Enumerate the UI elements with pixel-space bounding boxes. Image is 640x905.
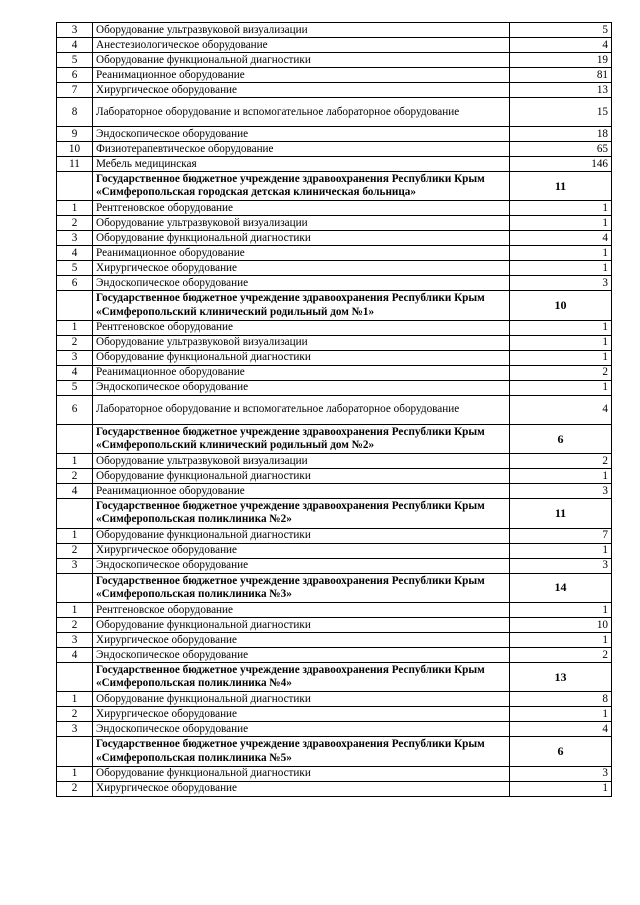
- equipment-quantity: 1: [510, 707, 612, 722]
- equipment-row: [57, 603, 612, 618]
- equipment-row: [57, 365, 612, 380]
- equipment-type: Оборудование функциональной диагностики: [93, 766, 510, 781]
- equipment-row: [57, 722, 612, 737]
- equipment-row: [57, 558, 612, 573]
- equipment-type: Оборудование ультразвуковой визуализации: [93, 335, 510, 350]
- institution-name: Государственное бюджетное учреждение здравоохранения Республики Крым «Симферопольский клинический родильный дом №1»: [93, 291, 510, 320]
- equipment-quantity: 10: [510, 618, 612, 633]
- equipment-quantity: 1: [510, 320, 612, 335]
- equipment-type: Оборудование функциональной диагностики: [93, 528, 510, 543]
- equipment-quantity: 81: [510, 68, 612, 83]
- equipment-quantity: 18: [510, 127, 612, 142]
- equipment-quantity: 15: [510, 98, 612, 127]
- equipment-type: Хирургическое оборудование: [93, 633, 510, 648]
- equipment-type: Оборудование функциональной диагностики: [93, 618, 510, 633]
- equipment-quantity: 7: [510, 528, 612, 543]
- row-number: 2: [57, 618, 93, 633]
- row-number: [57, 663, 93, 692]
- row-number: 6: [57, 395, 93, 424]
- equipment-row: [57, 692, 612, 707]
- row-number: 9: [57, 127, 93, 142]
- equipment-quantity: 1: [510, 246, 612, 261]
- equipment-row: [57, 83, 612, 98]
- row-number: 3: [57, 231, 93, 246]
- equipment-row: [57, 528, 612, 543]
- row-number: 2: [57, 781, 93, 796]
- institution-total: 11: [510, 499, 612, 528]
- equipment-quantity: 1: [510, 216, 612, 231]
- equipment-row: [57, 231, 612, 246]
- row-number: 1: [57, 692, 93, 707]
- row-number: 3: [57, 722, 93, 737]
- equipment-type: Оборудование функциональной диагностики: [93, 692, 510, 707]
- row-number: 6: [57, 68, 93, 83]
- row-number: 1: [57, 201, 93, 216]
- row-number: 2: [57, 707, 93, 722]
- equipment-row: [57, 38, 612, 53]
- equipment-row: [57, 68, 612, 83]
- equipment-row: [57, 707, 612, 722]
- equipment-quantity: 1: [510, 335, 612, 350]
- row-number: 4: [57, 648, 93, 663]
- institution-total: 14: [510, 573, 612, 602]
- equipment-quantity: 1: [510, 469, 612, 484]
- equipment-quantity: 3: [510, 766, 612, 781]
- institution-row: [57, 424, 612, 453]
- row-number: 2: [57, 469, 93, 484]
- row-number: 1: [57, 603, 93, 618]
- row-number: 7: [57, 83, 93, 98]
- row-number: 2: [57, 335, 93, 350]
- equipment-row: [57, 320, 612, 335]
- institution-row: [57, 663, 612, 692]
- equipment-quantity: 1: [510, 633, 612, 648]
- institution-total: 6: [510, 737, 612, 766]
- institution-name: Государственное бюджетное учреждение здравоохранения Республики Крым «Симферопольский клинический родильный дом №2»: [93, 424, 510, 453]
- equipment-type: Хирургическое оборудование: [93, 781, 510, 796]
- equipment-row: [57, 395, 612, 424]
- equipment-type: Хирургическое оборудование: [93, 83, 510, 98]
- equipment-row: [57, 201, 612, 216]
- row-number: 2: [57, 543, 93, 558]
- equipment-type: Эндоскопическое оборудование: [93, 380, 510, 395]
- institution-total: 13: [510, 663, 612, 692]
- equipment-type: Оборудование ультразвуковой визуализации: [93, 23, 510, 38]
- institution-name: Государственное бюджетное учреждение здравоохранения Республики Крым «Симферопольская поликлиника №2»: [93, 499, 510, 528]
- equipment-quantity: 3: [510, 558, 612, 573]
- equipment-row: [57, 127, 612, 142]
- row-number: 4: [57, 38, 93, 53]
- equipment-type: Оборудование ультразвуковой визуализации: [93, 216, 510, 231]
- equipment-quantity: 1: [510, 603, 612, 618]
- row-number: [57, 424, 93, 453]
- equipment-quantity: 2: [510, 454, 612, 469]
- row-number: 3: [57, 350, 93, 365]
- equipment-table-body: [57, 23, 612, 797]
- row-number: 11: [57, 157, 93, 172]
- institution-total: 10: [510, 291, 612, 320]
- equipment-table: [56, 22, 612, 797]
- row-number: [57, 499, 93, 528]
- equipment-quantity: 4: [510, 395, 612, 424]
- row-number: [57, 291, 93, 320]
- row-number: 6: [57, 276, 93, 291]
- row-number: [57, 737, 93, 766]
- equipment-row: [57, 350, 612, 365]
- equipment-type: Эндоскопическое оборудование: [93, 127, 510, 142]
- equipment-row: [57, 335, 612, 350]
- equipment-type: Рентгеновское оборудование: [93, 201, 510, 216]
- institution-name: Государственное бюджетное учреждение здравоохранения Республики Крым «Симферопольская городская детская клиническая больница»: [93, 172, 510, 201]
- equipment-type: Рентгеновское оборудование: [93, 320, 510, 335]
- institution-total: 6: [510, 424, 612, 453]
- institution-name: Государственное бюджетное учреждение здравоохранения Республики Крым «Симферопольская поликлиника №4»: [93, 663, 510, 692]
- row-number: 3: [57, 633, 93, 648]
- equipment-type: Эндоскопическое оборудование: [93, 558, 510, 573]
- equipment-type: Физиотерапевтическое оборудование: [93, 142, 510, 157]
- equipment-quantity: 4: [510, 722, 612, 737]
- equipment-row: [57, 53, 612, 68]
- equipment-type: Рентгеновское оборудование: [93, 603, 510, 618]
- equipment-quantity: 146: [510, 157, 612, 172]
- equipment-type: Хирургическое оборудование: [93, 261, 510, 276]
- equipment-row: [57, 766, 612, 781]
- equipment-quantity: 5: [510, 23, 612, 38]
- equipment-quantity: 13: [510, 83, 612, 98]
- institution-row: [57, 291, 612, 320]
- equipment-quantity: 1: [510, 781, 612, 796]
- row-number: 10: [57, 142, 93, 157]
- equipment-row: [57, 454, 612, 469]
- equipment-quantity: 3: [510, 484, 612, 499]
- equipment-row: [57, 380, 612, 395]
- row-number: 1: [57, 766, 93, 781]
- equipment-quantity: 8: [510, 692, 612, 707]
- row-number: [57, 573, 93, 602]
- row-number: 3: [57, 558, 93, 573]
- row-number: 4: [57, 246, 93, 261]
- equipment-row: [57, 781, 612, 796]
- institution-row: [57, 172, 612, 201]
- row-number: 1: [57, 528, 93, 543]
- equipment-row: [57, 98, 612, 127]
- equipment-row: [57, 543, 612, 558]
- equipment-type: Анестезиологическое оборудование: [93, 38, 510, 53]
- institution-row: [57, 737, 612, 766]
- equipment-row: [57, 648, 612, 663]
- equipment-type: Реанимационное оборудование: [93, 484, 510, 499]
- row-number: 5: [57, 261, 93, 276]
- equipment-type: Оборудование функциональной диагностики: [93, 350, 510, 365]
- equipment-type: Мебель медицинская: [93, 157, 510, 172]
- equipment-type: Эндоскопическое оборудование: [93, 722, 510, 737]
- equipment-quantity: 19: [510, 53, 612, 68]
- equipment-quantity: 2: [510, 365, 612, 380]
- equipment-type: Реанимационное оборудование: [93, 365, 510, 380]
- equipment-type: Хирургическое оборудование: [93, 707, 510, 722]
- equipment-row: [57, 618, 612, 633]
- equipment-type: Реанимационное оборудование: [93, 246, 510, 261]
- equipment-type: Оборудование функциональной диагностики: [93, 469, 510, 484]
- equipment-quantity: 1: [510, 261, 612, 276]
- row-number: [57, 172, 93, 201]
- equipment-quantity: 4: [510, 38, 612, 53]
- equipment-row: [57, 484, 612, 499]
- equipment-row: [57, 246, 612, 261]
- equipment-row: [57, 276, 612, 291]
- equipment-quantity: 3: [510, 276, 612, 291]
- equipment-quantity: 4: [510, 231, 612, 246]
- equipment-type: Оборудование функциональной диагностики: [93, 231, 510, 246]
- institution-name: Государственное бюджетное учреждение здравоохранения Республики Крым «Симферопольская поликлиника №5»: [93, 737, 510, 766]
- institution-name: Государственное бюджетное учреждение здравоохранения Республики Крым «Симферопольская поликлиника №3»: [93, 573, 510, 602]
- equipment-type: Хирургическое оборудование: [93, 543, 510, 558]
- equipment-quantity: 1: [510, 543, 612, 558]
- equipment-type: Оборудование ультразвуковой визуализации: [93, 454, 510, 469]
- institution-total: 11: [510, 172, 612, 201]
- equipment-row: [57, 261, 612, 276]
- row-number: 4: [57, 365, 93, 380]
- row-number: 5: [57, 380, 93, 395]
- row-number: 4: [57, 484, 93, 499]
- equipment-type: Реанимационное оборудование: [93, 68, 510, 83]
- equipment-quantity: 1: [510, 201, 612, 216]
- row-number: 2: [57, 216, 93, 231]
- equipment-type: Лабораторное оборудование и вспомогательное лабораторное оборудование: [93, 98, 510, 127]
- institution-row: [57, 573, 612, 602]
- equipment-type: Эндоскопическое оборудование: [93, 276, 510, 291]
- equipment-quantity: 65: [510, 142, 612, 157]
- row-number: 1: [57, 454, 93, 469]
- equipment-quantity: 2: [510, 648, 612, 663]
- institution-row: [57, 499, 612, 528]
- equipment-row: [57, 469, 612, 484]
- row-number: 8: [57, 98, 93, 127]
- equipment-row: [57, 633, 612, 648]
- equipment-row: [57, 216, 612, 231]
- row-number: 1: [57, 320, 93, 335]
- equipment-type: Эндоскопическое оборудование: [93, 648, 510, 663]
- equipment-quantity: 1: [510, 380, 612, 395]
- equipment-type: Лабораторное оборудование и вспомогательное лабораторное оборудование: [93, 395, 510, 424]
- row-number: 5: [57, 53, 93, 68]
- equipment-quantity: 1: [510, 350, 612, 365]
- row-number: 3: [57, 23, 93, 38]
- equipment-row: [57, 23, 612, 38]
- equipment-row: [57, 157, 612, 172]
- equipment-row: [57, 142, 612, 157]
- equipment-type: Оборудование функциональной диагностики: [93, 53, 510, 68]
